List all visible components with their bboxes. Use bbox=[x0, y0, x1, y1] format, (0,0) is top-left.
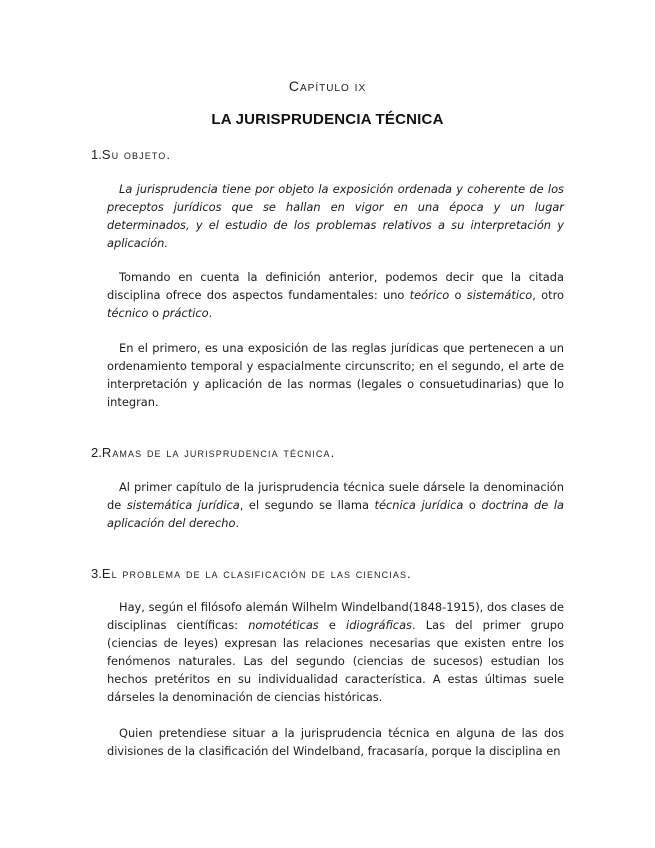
emphasis: teórico bbox=[409, 288, 450, 302]
text-run: , otro bbox=[532, 288, 564, 302]
chapter-label: Capítulo ix bbox=[288, 78, 367, 94]
text-run: . Las del primer grupo (ciencias de leyes) expresan las relaciones necesarias que existen entre los fenómenos naturales. Las del segundo (ciencias de sucesos) estudian los hechos pretéritos en su individualidad característica. A estas últimas suele dárseles la denominación de ciencias históricas. bbox=[107, 618, 565, 704]
emphasis: práctico bbox=[162, 306, 209, 320]
section-heading-3 bbox=[91, 566, 611, 581]
emphasis: idiográficas bbox=[346, 618, 412, 632]
text-run: Hay, según el filósofo alemán Wilhelm Windelband(1848-1915), dos clases de disciplinas científicas: bbox=[107, 600, 564, 632]
section-title: Ramas de la jurisprudencia técnica. bbox=[101, 445, 336, 460]
emphasis: doctrina de la aplicación del derecho bbox=[107, 498, 564, 530]
section-heading-1 bbox=[91, 147, 611, 162]
paragraph-4 bbox=[107, 478, 564, 532]
paragraph-6 bbox=[107, 724, 564, 760]
section-number: 2. bbox=[91, 445, 102, 460]
emphasis: técnico bbox=[107, 306, 149, 320]
paragraph-text: En el primero, es una exposición de las reglas jurídicas que pertenecen a un ordenamiento temporal y espacialmente circunscrito; en el segundo, el arte de interpretación y aplicación de las normas (legales o consuetudinarias) que lo integran. bbox=[107, 341, 564, 409]
paragraph-5 bbox=[107, 598, 564, 706]
paragraph-3 bbox=[107, 339, 564, 411]
text-run: e bbox=[318, 618, 347, 632]
emphasis: sistemático bbox=[466, 288, 533, 302]
paragraph-1 bbox=[107, 180, 564, 252]
section-heading-2 bbox=[91, 445, 611, 460]
text-run: o bbox=[148, 306, 163, 320]
text-run: . bbox=[235, 516, 240, 530]
emphasis: sistemática jurídica bbox=[126, 498, 240, 512]
text-run: Tomando en cuenta la definición anterior, podemos decir que la citada disciplina ofrece dos aspectos fundamentales: uno bbox=[107, 270, 564, 302]
text-run: o bbox=[449, 288, 467, 302]
section-title: Su objeto. bbox=[101, 147, 172, 162]
text-run: o bbox=[463, 498, 482, 512]
paragraph-text: La jurisprudencia tiene por objeto la exposición ordenada y coherente de los preceptos jurídicos que se hallan en vigor en una época y un lugar determinados, y el estudio de los problemas relativos a su interpretación y aplicación. bbox=[107, 182, 564, 250]
section-number: 3. bbox=[91, 566, 102, 581]
emphasis: técnica jurídica bbox=[374, 498, 464, 512]
paragraph-text: Quien pretendiese situar a la jurisprudencia técnica en alguna de las dos divisiones de la clasificación del Windelband, fracasaría, porque la disciplina en bbox=[107, 726, 564, 758]
section-title: El problema de la clasificación de las ciencias. bbox=[101, 566, 412, 581]
paragraph-2 bbox=[107, 268, 564, 322]
text-run: . bbox=[208, 306, 213, 320]
section-number: 1. bbox=[91, 147, 102, 162]
emphasis: nomotéticas bbox=[248, 618, 319, 632]
text-run: Al primer capítulo de la jurisprudencia técnica suele dársele la denominación de bbox=[107, 480, 564, 512]
text-run: , el segundo se llama bbox=[239, 498, 375, 512]
chapter-title: LA JURISPRUDENCIA TÉCNICA bbox=[211, 111, 444, 128]
